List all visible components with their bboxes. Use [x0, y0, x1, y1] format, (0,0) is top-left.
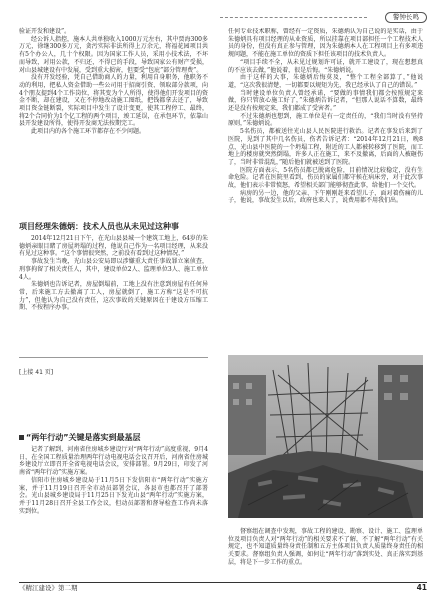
paragraph: 病房的另一边，他的父亲、下午刚刚赶来看望儿子，面对着伤痛的儿子，他说，事故发生以后，政府也来人了，说费用都不用我们出。 [228, 189, 423, 205]
journal-title: 《精江建设》第二期 [19, 584, 78, 592]
paragraph: 验证开发和建设”。 [19, 28, 71, 35]
left-column-section2 [19, 432, 208, 515]
page-number: 41 [416, 583, 427, 592]
paragraph: 医院方面表示，5名伤员都已脱离危险，目前情况比较稳定，没有生命危险。记者在医院里看到，伤员的家属们都守候在病床旁，对于此次事故，他们表示非常愤怒，希望相关部门能够彻查此事，给他们一个交代。 [228, 166, 423, 190]
header-rule [220, 17, 367, 18]
section-label: 警钟长鸣 [385, 12, 427, 23]
collapse-scene-photo [228, 355, 423, 518]
right-column-bottom [228, 528, 423, 567]
paragraph: 没有开发经验，凭自己借助商人的力量，利用自身职务，他职务不动的利用，把私人资金借助一些公司用于招商引资、领取部分款项，向4个朋友提到4个工作岗位，将其变为个人所得，使得他们开发项目的资金不断，却在建设，又在不停地改动施工图纸，把钱都拿去还了，导致项目资金链断裂，实际项目中发生了设计变更，使其工程停工、最终，将2个合同价为1个亿工程的两个项目，竣工延误，在承包环节，依靠山县开发建设所得，使得开发商无法按期完工。 [19, 74, 208, 128]
left-column-mid [19, 221, 208, 312]
paragraph: 督察组在调查中发现，事故工程的建设、勘察、设计、施工、监理单位及项目负责人对“两年行动”的相关要求不了解，不了解“两年行动”有关规定，也不知道质量终身责任制和五方主体项目负责人质量终身责任的相关要求。督察组负责人强调，如何让“两年行动”落到实处、真正落实到基层，将是下一步工作的重点。 [228, 528, 423, 566]
paragraph: 记者了解到，河南省住房城乡建设厅对“两年行动”高度重视，9月4日，在全国工程质量治理两年行动电视电话会议召开后，河南省住房城乡建设厅立即召开全省电视电话会议，安排部署。9月29日，印发了河南省“两年行动”实施方案。 [19, 446, 208, 477]
page-footer [19, 582, 427, 593]
subsection-heading: 项目经理朱德炳：技术人员也从未见过这种事 [19, 222, 179, 231]
paragraph: 任何专业技术职称，曾经有一定资质，朱德炳认为自己说的是实话，由于朱德炳具有项目经理的从业资质，所以挂靠在项目部担任一个工程技术人员的身份，但没有真正参与管理，因为朱德炳本人在工程项目上有多项违规问题，不能在施工单位的资质下担任该项目的技术负责人。 [228, 28, 423, 59]
paragraph: 不过朱德炳也想到，施工单位是有一定责任的，“我们当时没有坚持原则，”朱德炳说。 [228, 112, 423, 128]
paragraph: 信阳市住房城乡建设局于11月5日下发信阳市“两年行动”实施方案，并于11月19日召开全市动员部署会议，各县市也都召开了部署会。光山县城乡建设局于11月25日下发光山县“两年行动”实施方案，并于11月28日召开全县工作会议，但动员部署和督导检查工作尚未落实到位。 [19, 476, 208, 515]
continued-from-label: [上接 41 页] [19, 369, 54, 376]
left-column-top [19, 28, 208, 136]
paragraph: 经公诉人指控，施本人共单独收入1000万元左右，其中贾海300多万元，徐继300多万元，贪污实际非法所得上万余元，将福花园项目共有5个办公人，几十个权限。因为国家工作人员，采用小技术法，不坏而导致，对用公款，不归还，不得已的手段，导致国家公有财产受损，对山县城建设有中发展，受到重大损害，但要受“包庇”部分管理费”。 [19, 35, 208, 74]
paragraph: 当时建设单位负责人曾经承诺，“要做的事情我们都会按照规定来做，你只管放心施工好了，”朱德炳告诉记者，“但那人说话不算数，最终还是没有按规定来，我们都成了受害者。” [228, 89, 423, 113]
paragraph: 朱德炳也告诉记者，房屋倒塌前，工地上没有注意到房屋有任何异常，后来施工方去撤离了工人，房屋就倒了，施工方称“这是不可抗力”，但他认为自己没有责任，这次事故的关键原因在于建设方压缩工期、不按程序办事。 [19, 281, 208, 312]
paragraph: 5名伤员，都被送往光山县人民医院进行救治。记者在事发后来到了医院，见到了其中几名伤员，伤者告诉记者：“2014年12月21日，晚8点，光山县中医院的一个坍塌工程，附近的工人都被转移到了医院，而工地上的楼房就突然倒塌，许多人正在施工，来不及撤离，后面的人被砸伤了，当时非常混乱，”随后他们就被送到了医院。 [228, 128, 423, 166]
paragraph: “项目手续不全，从未见过规划许可证，就开工建设了，现在想想真的不应该去做，”他说着，很是后悔。“朱德炳说。 [228, 58, 423, 74]
right-column-top [228, 28, 423, 350]
column-divider [19, 357, 208, 358]
section-heading: “两年行动”关键是落实到最基层 [19, 432, 208, 443]
paragraph: 事故发生当晚，光山县公安局即以涉嫌重大责任事故罪立案侦查，刑事拘留了相关责任人，其中，建设单位2人、监理单位3人、施工单位4人。 [19, 258, 208, 281]
paragraph: 2014年12月21日下午，在光山县县城一个建筑工地上，64岁的朱德炳亲眼目睹了房屋坍塌的过程，他说自己作为一名项目经理，从来没有见过这种事。“这个事情很突然，之前没有看到过这种情况，” [19, 235, 208, 258]
paragraph: 此项目内的各个施工环节都存在不少问题。 [31, 128, 146, 136]
paragraph: 由于这样的大事，朱德炳后悔莫及，“整个工程全部算了，”他说道，“这次我很清楚，一切都要以规矩为先，我已经承认了自己的错误。” [228, 74, 423, 89]
square-bullet-icon [19, 435, 24, 440]
